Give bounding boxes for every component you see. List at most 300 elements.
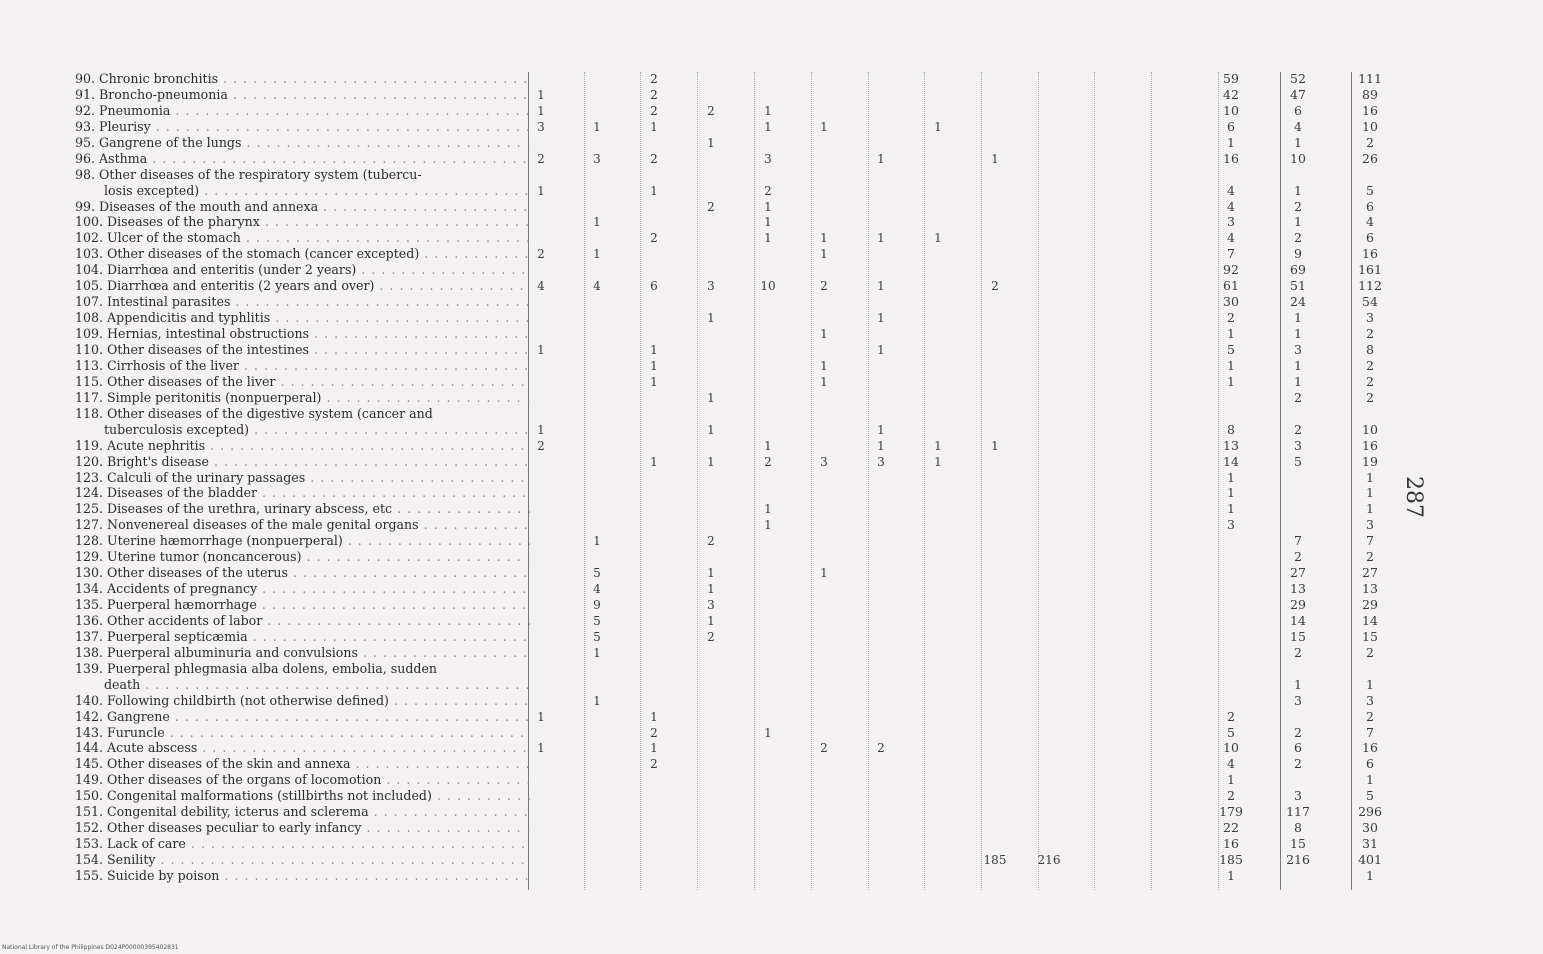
table-row — [0, 820, 1543, 836]
table-row — [0, 119, 1543, 135]
table-cell: 1 — [820, 374, 828, 389]
table-cell: 8 — [1366, 341, 1374, 357]
table-cell: 6 — [1366, 230, 1374, 246]
table-row — [0, 804, 1543, 820]
row-label: 153. Lack of care . . . — [75, 836, 530, 852]
table-cell: 1 — [934, 454, 942, 469]
table-cell: 14 — [1223, 453, 1239, 469]
table-cell: 8 — [1294, 820, 1302, 836]
table-cell: 1 — [764, 502, 772, 517]
table-cell: 14 — [1290, 612, 1306, 628]
row-label: 152. Other diseases peculiar to early infancy . . . — [75, 820, 530, 836]
row-label: 99. Diseases of the mouth and annexa . . . — [75, 199, 530, 215]
table-cell: 3 — [1294, 437, 1302, 453]
row-label: 125. Diseases of the urethra, urinary abscess, etc . . . — [75, 501, 530, 517]
row-label: 143. Furuncle . . . — [75, 725, 530, 741]
table-row — [0, 167, 1543, 183]
table-row — [0, 262, 1543, 278]
table-cell: 1 — [593, 534, 601, 549]
row-label: 115. Other diseases of the liver . . . — [75, 374, 530, 390]
table-row — [0, 533, 1543, 549]
table-cell: 30 — [1223, 294, 1239, 310]
table-cell: 1 — [764, 518, 772, 533]
table-cell: 1 — [764, 103, 772, 118]
table-cell: 5 — [1227, 724, 1235, 740]
table-cell: 1 — [877, 279, 885, 294]
table-cell: 6 — [1294, 102, 1302, 118]
table-cell: 4 — [593, 582, 601, 597]
row-label: 105. Diarrhœa and enteritis (2 years and over) . . . — [75, 278, 530, 294]
table-cell: 111 — [1358, 71, 1382, 86]
table-row — [0, 581, 1543, 597]
table-cell: 1 — [877, 151, 885, 166]
table-cell: 31 — [1362, 836, 1378, 852]
table-row — [0, 103, 1543, 119]
table-cell: 59 — [1223, 71, 1239, 86]
table-cell: 5 — [593, 629, 601, 644]
table-cell: 2 — [707, 629, 715, 644]
table-cell: 7 — [1227, 246, 1235, 262]
table-cell: 3 — [1366, 517, 1374, 533]
table-row — [0, 725, 1543, 741]
row-label: 134. Accidents of pregnancy . . . — [75, 581, 530, 597]
table-cell: 1 — [1366, 469, 1374, 485]
table-cell: 4 — [1227, 230, 1235, 246]
table-cell: 1 — [877, 422, 885, 437]
table-cell: 24 — [1290, 294, 1306, 310]
table-row — [0, 740, 1543, 756]
table-cell: 1 — [537, 342, 545, 357]
table-cell: 1 — [593, 119, 601, 134]
table-cell: 1 — [1227, 868, 1235, 883]
table-cell: 1 — [764, 199, 772, 214]
table-cell: 2 — [707, 534, 715, 549]
table-cell: 2 — [650, 72, 658, 86]
table-cell: 2 — [1366, 373, 1374, 389]
table-cell: 4 — [1294, 118, 1302, 134]
table-row — [0, 278, 1543, 294]
table-cell: 1 — [820, 119, 828, 134]
table-cell: 52 — [1290, 71, 1306, 86]
table-cell: 15 — [1290, 628, 1306, 644]
table-cell: 2 — [764, 454, 772, 469]
table-cell: 1 — [1366, 772, 1374, 788]
table-cell: 1 — [707, 422, 715, 437]
row-label: 155. Suicide by poison . . . — [75, 868, 530, 884]
row-label: 119. Acute nephritis . . . — [75, 438, 530, 454]
table-cell: 2 — [820, 741, 828, 756]
table-cell: 1 — [707, 613, 715, 628]
table-cell: 1 — [593, 645, 601, 660]
table-cell: 1 — [1294, 134, 1302, 150]
table-cell: 1 — [537, 422, 545, 437]
table-cell: 1 — [877, 311, 885, 326]
table-cell: 14 — [1362, 612, 1378, 628]
table-cell: 1 — [1294, 676, 1302, 692]
table-cell: 1 — [650, 342, 658, 357]
table-cell: 1 — [1294, 326, 1302, 342]
table-cell: 27 — [1290, 565, 1306, 581]
table-cell: 185 — [1219, 852, 1243, 868]
table-cell: 13 — [1290, 581, 1306, 597]
table-cell: 2 — [707, 199, 715, 214]
table-cell: 3 — [707, 598, 715, 613]
table-cell: 401 — [1358, 852, 1382, 868]
table-cell: 1 — [593, 247, 601, 262]
table-cell: 3 — [1227, 214, 1235, 230]
table-cell: 1 — [537, 183, 545, 198]
table-cell: 2 — [1366, 708, 1374, 724]
table-cell: 3 — [877, 454, 885, 469]
row-label: 120. Bright's disease . . . — [75, 454, 530, 470]
table-row — [0, 709, 1543, 725]
table-cell: 2 — [707, 103, 715, 118]
table-cell: 16 — [1223, 836, 1239, 852]
table-cell: 8 — [1227, 421, 1235, 437]
table-cell: 1 — [1227, 772, 1235, 788]
table-cell: 2 — [764, 183, 772, 198]
row-label: 149. Other diseases of the organs of locomotion . . . — [75, 772, 530, 788]
table-row — [0, 629, 1543, 645]
row-label: 107. Intestinal parasites . . . — [75, 294, 530, 310]
row-label: 138. Puerperal albuminuria and convulsions . . . — [75, 645, 530, 661]
table-cell: 1 — [650, 709, 658, 724]
table-cell: 2 — [650, 151, 658, 166]
table-row — [0, 151, 1543, 167]
table-cell: 2 — [650, 757, 658, 772]
table-row — [0, 358, 1543, 374]
table-cell: 1 — [650, 358, 658, 373]
table-cell: 10 — [760, 279, 776, 294]
table-cell: 2 — [1227, 310, 1235, 326]
table-cell: 13 — [1362, 581, 1378, 597]
table-cell: 2 — [650, 231, 658, 246]
table-cell: 2 — [650, 87, 658, 102]
table-cell: 1 — [707, 454, 715, 469]
table-cell: 1 — [764, 438, 772, 453]
table-row — [0, 613, 1543, 629]
table-cell: 1 — [820, 358, 828, 373]
table-cell: 5 — [1294, 453, 1302, 469]
row-label: 92. Pneumonia . . . — [75, 103, 530, 119]
table-cell: 9 — [1294, 246, 1302, 262]
table-cell: 1 — [991, 151, 999, 166]
footer-credit: National Library of the Philippines D024P00000395402831 — [2, 944, 179, 951]
table-row — [0, 485, 1543, 501]
table-cell: 3 — [764, 151, 772, 166]
table-cell: 2 — [1294, 421, 1302, 437]
table-cell: 6 — [1366, 198, 1374, 214]
table-row — [0, 214, 1543, 230]
table-row — [0, 517, 1543, 533]
table-cell: 10 — [1223, 102, 1239, 118]
table-cell: 5 — [593, 613, 601, 628]
table-cell: 161 — [1358, 262, 1382, 278]
table-cell: 1 — [764, 725, 772, 740]
table-row — [0, 501, 1543, 517]
table-cell: 2 — [1366, 549, 1374, 565]
table-cell: 1 — [1227, 357, 1235, 373]
table-cell: 30 — [1362, 820, 1378, 836]
row-label: 102. Ulcer of the stomach . . . — [75, 230, 530, 246]
table-cell: 1 — [537, 709, 545, 724]
table-cell: 1 — [1227, 326, 1235, 342]
table-cell: 1 — [1366, 676, 1374, 692]
row-label: 139. Puerperal phlegmasia alba dolens, embolia, sudden — [75, 660, 438, 676]
table-cell: 2 — [1366, 644, 1374, 660]
table-cell: 2 — [537, 438, 545, 453]
table-row — [0, 135, 1543, 151]
row-label: 128. Uterine hæmorrhage (nonpuerperal) . . . — [75, 533, 530, 549]
table-row — [0, 342, 1543, 358]
table-cell: 2 — [1366, 389, 1374, 405]
row-label: losis excepted) . . . — [75, 183, 530, 199]
table-cell: 6 — [1366, 756, 1374, 772]
row-label: 129. Uterine tumor (noncancerous) . . . — [75, 549, 530, 565]
table-cell: 1 — [820, 231, 828, 246]
row-label: 109. Hernias, intestinal obstructions . . . — [75, 326, 530, 342]
table-row — [0, 87, 1543, 103]
table-cell: 1 — [537, 87, 545, 102]
table-row — [0, 71, 1543, 87]
table-cell: 2 — [1366, 357, 1374, 373]
table-cell: 27 — [1362, 565, 1378, 581]
table-cell: 15 — [1290, 836, 1306, 852]
table-cell: 1 — [1294, 310, 1302, 326]
table-cell: 216 — [1286, 852, 1310, 868]
table-cell: 1 — [1294, 214, 1302, 230]
table-cell: 1 — [991, 438, 999, 453]
table-cell: 1 — [707, 582, 715, 597]
table-row — [0, 390, 1543, 406]
table-cell: 1 — [537, 103, 545, 118]
table-cell: 2 — [991, 279, 999, 294]
table-cell: 3 — [820, 454, 828, 469]
table-cell: 3 — [1294, 341, 1302, 357]
table-row — [0, 788, 1543, 804]
row-label: 136. Other accidents of labor . . . — [75, 613, 530, 629]
table-cell: 1 — [593, 215, 601, 230]
table-row — [0, 661, 1543, 677]
table-cell: 89 — [1362, 86, 1378, 102]
table-cell: 1 — [1366, 868, 1374, 883]
table-cell: 22 — [1223, 820, 1239, 836]
table-row — [0, 549, 1543, 565]
table-cell: 10 — [1290, 150, 1306, 166]
table-cell: 1 — [1227, 501, 1235, 517]
table-cell: 1 — [820, 327, 828, 342]
table-cell: 1 — [707, 311, 715, 326]
row-label: 100. Diseases of the pharynx . . . — [75, 214, 530, 230]
table-cell: 5 — [1227, 341, 1235, 357]
row-label: 117. Simple peritonitis (nonpuerperal) . . . — [75, 390, 530, 406]
table-cell: 2 — [1294, 389, 1302, 405]
table-cell: 1 — [764, 231, 772, 246]
table-cell: 2 — [1294, 644, 1302, 660]
table-cell: 2 — [537, 247, 545, 262]
table-cell: 1 — [1227, 469, 1235, 485]
table-cell: 69 — [1290, 262, 1306, 278]
table-row — [0, 246, 1543, 262]
table-cell: 3 — [537, 119, 545, 134]
table-cell: 2 — [877, 741, 885, 756]
row-label: 137. Puerperal septicæmia . . . — [75, 629, 530, 645]
row-label: tuberculosis excepted) . . . — [75, 422, 530, 438]
table-row — [0, 374, 1543, 390]
row-label: 135. Puerperal hæmorrhage . . . — [75, 597, 530, 613]
table-cell: 4 — [1227, 198, 1235, 214]
table-cell: 1 — [650, 183, 658, 198]
table-row — [0, 772, 1543, 788]
row-label: 145. Other diseases of the skin and annexa . . . — [75, 756, 530, 772]
table-cell: 1 — [707, 566, 715, 581]
table-cell: 9 — [593, 598, 601, 613]
table-cell: 51 — [1290, 278, 1306, 294]
table-cell: 7 — [1366, 533, 1374, 549]
table-row — [0, 183, 1543, 199]
table-cell: 2 — [1366, 134, 1374, 150]
table-cell: 1 — [650, 741, 658, 756]
table-cell: 13 — [1223, 437, 1239, 453]
row-label: 154. Senility . . . — [75, 852, 530, 868]
table-row — [0, 199, 1543, 215]
table-cell: 1 — [537, 741, 545, 756]
table-cell: 2 — [1227, 708, 1235, 724]
table-cell: 3 — [1366, 692, 1374, 708]
row-label: 124. Diseases of the bladder . . . — [75, 485, 530, 501]
table-cell: 1 — [934, 119, 942, 134]
row-label: 108. Appendicitis and typhlitis . . . — [75, 310, 530, 326]
table-cell: 10 — [1362, 118, 1378, 134]
table-cell: 296 — [1358, 804, 1382, 820]
table-row — [0, 230, 1543, 246]
table-row — [0, 836, 1543, 852]
row-label: 127. Nonvenereal diseases of the male genital organs . . . — [75, 517, 530, 533]
table-cell: 29 — [1290, 597, 1306, 613]
table-row — [0, 645, 1543, 661]
row-label: 151. Congenital debility, icterus and sclerema . . . — [75, 804, 530, 820]
table-cell: 16 — [1223, 150, 1239, 166]
table-cell: 7 — [1294, 533, 1302, 549]
table-cell: 2 — [820, 279, 828, 294]
table-row — [0, 422, 1543, 438]
table-cell: 1 — [1227, 373, 1235, 389]
table-cell: 92 — [1223, 262, 1239, 278]
row-label: 130. Other diseases of the uterus . . . — [75, 565, 530, 581]
table-cell: 1 — [1294, 373, 1302, 389]
table-row — [0, 677, 1543, 693]
table-cell: 3 — [1366, 310, 1374, 326]
table-cell: 1 — [707, 135, 715, 150]
table-cell: 2 — [1227, 788, 1235, 804]
table-row — [0, 852, 1543, 868]
table-cell: 1 — [1366, 485, 1374, 501]
table-cell: 47 — [1290, 86, 1306, 102]
table-cell: 15 — [1362, 628, 1378, 644]
table-row — [0, 868, 1543, 884]
table-cell: 5 — [1366, 182, 1374, 198]
table-cell: 1 — [650, 374, 658, 389]
table-cell: 1 — [934, 438, 942, 453]
table-cell: 1 — [1294, 357, 1302, 373]
table-cell: 10 — [1223, 740, 1239, 756]
table-row — [0, 470, 1543, 486]
table-cell: 16 — [1362, 740, 1378, 756]
table-cell: 1 — [593, 693, 601, 708]
table-row — [0, 310, 1543, 326]
row-label: 140. Following childbirth (not otherwise defined) . . . — [75, 693, 530, 709]
table-cell: 4 — [1227, 182, 1235, 198]
table-cell: 1 — [650, 119, 658, 134]
table-cell: 1 — [877, 342, 885, 357]
table-cell: 29 — [1362, 597, 1378, 613]
table-cell: 1 — [1227, 134, 1235, 150]
table-cell: 185 — [983, 853, 1007, 868]
table-cell: 179 — [1219, 804, 1243, 820]
table-cell: 7 — [1366, 724, 1374, 740]
table-cell: 61 — [1223, 278, 1239, 294]
table-cell: 1 — [877, 438, 885, 453]
table-cell: 1 — [1294, 182, 1302, 198]
row-label: 144. Acute abscess . . . — [75, 740, 530, 756]
table-cell: 5 — [593, 566, 601, 581]
table-row — [0, 756, 1543, 772]
table-cell: 26 — [1362, 150, 1378, 166]
table-cell: 1 — [1366, 501, 1374, 517]
table-cell: 16 — [1362, 246, 1378, 262]
table-cell: 2 — [1294, 230, 1302, 246]
table-cell: 4 — [537, 279, 545, 294]
table-row — [0, 565, 1543, 581]
page-number: 287 — [1401, 476, 1426, 518]
table-cell: 3 — [1294, 692, 1302, 708]
table-cell: 3 — [1294, 788, 1302, 804]
row-label: 123. Calculi of the urinary passages . . . — [75, 470, 530, 486]
row-label: 98. Other diseases of the respiratory system (tubercu- — [75, 166, 422, 182]
table-cell: 19 — [1362, 453, 1378, 469]
table-cell: 1 — [820, 566, 828, 581]
table-cell: 1 — [1227, 485, 1235, 501]
table-cell: 16 — [1362, 102, 1378, 118]
table-cell: 1 — [764, 119, 772, 134]
row-label: 113. Cirrhosis of the liver . . . — [75, 358, 530, 374]
table-cell: 6 — [1294, 740, 1302, 756]
table-cell: 4 — [1227, 756, 1235, 772]
row-label: 110. Other diseases of the intestines . . . — [75, 342, 530, 358]
table-cell: 1 — [650, 454, 658, 469]
table-cell: 10 — [1362, 421, 1378, 437]
table-row — [0, 294, 1543, 310]
table-cell: 5 — [1366, 788, 1374, 804]
row-label: 93. Pleurisy . . . — [75, 119, 530, 135]
table-cell: 3 — [707, 279, 715, 294]
table-row — [0, 438, 1543, 454]
table-row — [0, 597, 1543, 613]
table-cell: 4 — [1366, 214, 1374, 230]
row-label: 91. Broncho-pneumonia . . . — [75, 87, 530, 103]
table-cell: 1 — [707, 390, 715, 405]
table-cell: 112 — [1358, 278, 1382, 294]
table-cell: 1 — [820, 247, 828, 262]
table-cell: 2 — [1294, 756, 1302, 772]
row-label: death . . . — [75, 677, 530, 693]
table-cell: 2 — [650, 725, 658, 740]
table-cell: 216 — [1037, 853, 1061, 868]
row-label: 96. Asthma . . . — [75, 151, 530, 167]
table-row — [0, 693, 1543, 709]
table-cell: 4 — [593, 279, 601, 294]
table-row — [0, 326, 1543, 342]
